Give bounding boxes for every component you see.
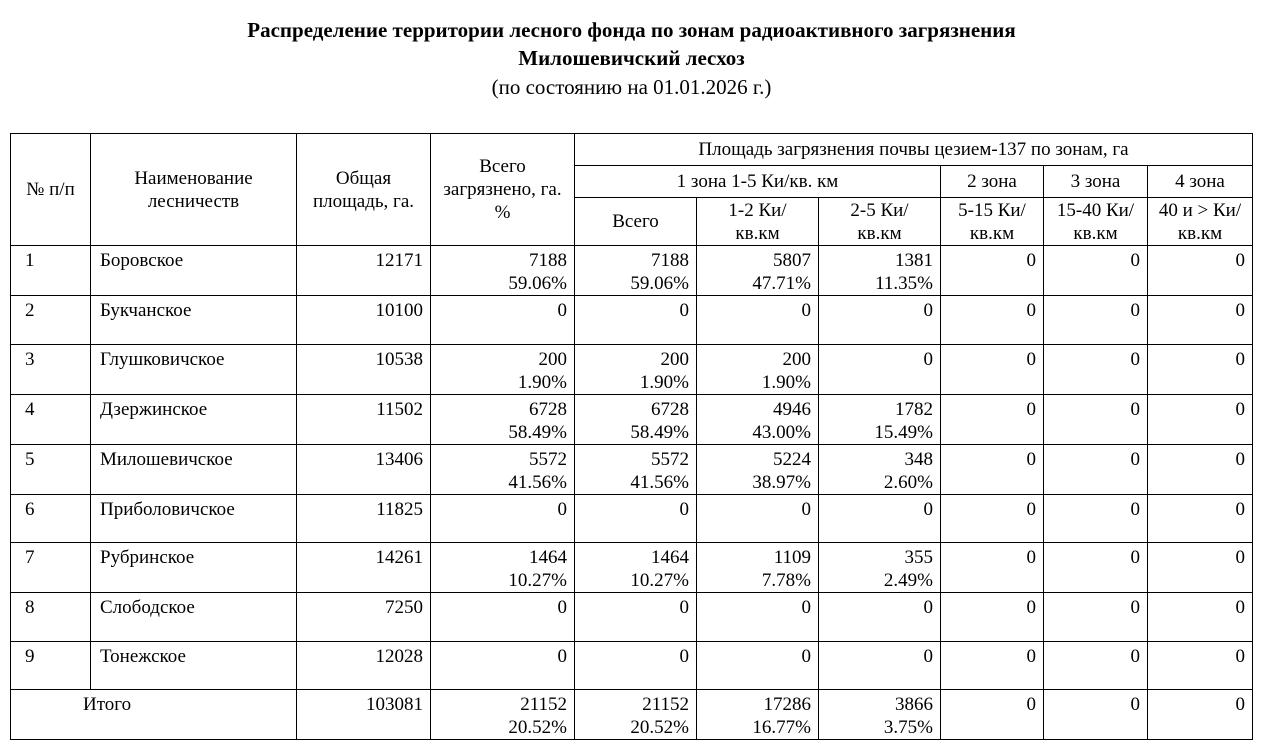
- header-zone3-range: [1044, 198, 1148, 246]
- cell-total: [431, 641, 575, 690]
- cell-zone2: 0: [941, 593, 1044, 642]
- cell-zone1-1-2: [697, 641, 819, 690]
- percent: 38.97%: [752, 471, 811, 493]
- cell-num: 1: [11, 246, 91, 296]
- cell-num: 8: [11, 593, 91, 642]
- value: 21152: [520, 694, 567, 716]
- cell-zone3: 0: [1044, 246, 1148, 296]
- cell-zone2: 0: [941, 641, 1044, 690]
- cell-zone3: 0: [1044, 394, 1148, 444]
- cell-area: 12028: [297, 641, 431, 690]
- cell-zone2: 0: [941, 344, 1044, 394]
- cell-num: 5: [11, 444, 91, 494]
- percent: 41.56%: [508, 471, 567, 493]
- value: 0: [923, 645, 933, 667]
- cell-zone1-2-5: [819, 394, 941, 444]
- cell-zone1-1-2: [697, 494, 819, 543]
- cell-zone3: 0: [1044, 641, 1148, 690]
- cell-zone4: 0: [1148, 344, 1253, 394]
- percent: 59.06%: [630, 273, 689, 294]
- percent: 10.27%: [508, 570, 567, 592]
- value: 7188: [529, 250, 567, 271]
- value: 17286: [763, 694, 811, 716]
- percent: 2.49%: [883, 570, 933, 592]
- cell-zone1-2-5: [819, 690, 941, 740]
- value: 0: [923, 348, 933, 370]
- cell-zone1-2-5: [819, 246, 941, 296]
- cell-zone1-1-2: [697, 344, 819, 394]
- cell-zone1-1-2: [697, 296, 819, 345]
- value: 0: [557, 300, 567, 321]
- cell-total: [431, 394, 575, 444]
- cell-zone4: 0: [1148, 394, 1253, 444]
- cell-area: 11825: [297, 494, 431, 543]
- value: 5807: [773, 250, 811, 271]
- value: 0: [557, 597, 567, 619]
- value: 0: [679, 597, 689, 619]
- cell-zone3: 0: [1044, 444, 1148, 494]
- cell-zone4: 0: [1148, 641, 1253, 690]
- value: 5572: [529, 448, 567, 470]
- percent: 20.52%: [630, 717, 689, 739]
- cell-zone1-1-2: [697, 593, 819, 642]
- contamination-table: [10, 133, 1253, 740]
- cell-zone3: 0: [1044, 344, 1148, 394]
- value: 1381: [895, 250, 933, 271]
- percent: 1.90%: [639, 371, 689, 393]
- cell-area: 103081: [297, 690, 431, 740]
- cell-area: 10100: [297, 296, 431, 345]
- cell-zone4: 0: [1148, 494, 1253, 543]
- percent: 15.49%: [874, 421, 933, 443]
- cell-zone2: 0: [941, 296, 1044, 345]
- total-row: [11, 690, 1253, 740]
- percent: 59.06%: [508, 273, 567, 294]
- cell-zone3: 0: [1044, 543, 1148, 593]
- header-zone1-total: Всего: [575, 198, 697, 246]
- table-row: [11, 593, 1253, 642]
- cell-area: 14261: [297, 543, 431, 593]
- cell-zone1-total: [575, 394, 697, 444]
- value: 200: [538, 348, 567, 370]
- percent: 1.90%: [761, 371, 811, 393]
- header-zone1-1-2-text: 1-2 Ки/кв.км: [728, 199, 787, 244]
- value: 1782: [895, 398, 933, 420]
- header-zone3: 3 зона: [1044, 166, 1148, 198]
- header-zone1: 1 зона 1-5 Ки/кв. км: [575, 166, 941, 198]
- table-header: [11, 134, 1253, 246]
- cell-zone3: 0: [1044, 690, 1148, 740]
- header-num: № п/п: [11, 134, 91, 246]
- table-row: [11, 344, 1253, 394]
- header-contaminated-text: Всего загрязнено, га. %: [443, 156, 562, 223]
- header-zone1-2-5: [819, 198, 941, 246]
- cell-total: [431, 494, 575, 543]
- cell-name: Букчанское: [91, 296, 297, 345]
- cell-zone1-2-5: [819, 344, 941, 394]
- cell-zone1-1-2: [697, 543, 819, 593]
- percent: 20.52%: [508, 717, 567, 739]
- cell-name: Милошевичское: [91, 444, 297, 494]
- cell-total: [431, 690, 575, 740]
- percent: 43.00%: [752, 421, 811, 443]
- value: 0: [557, 645, 567, 667]
- value: 1464: [529, 547, 567, 569]
- cell-total: [431, 543, 575, 593]
- cell-zone1-1-2: [697, 394, 819, 444]
- percent: 47.71%: [752, 273, 811, 294]
- cell-zone4: 0: [1148, 444, 1253, 494]
- cell-zone4: 0: [1148, 543, 1253, 593]
- value: 0: [801, 597, 811, 619]
- header-area: [297, 134, 431, 246]
- cell-zone1-1-2: [697, 444, 819, 494]
- header-name: [91, 134, 297, 246]
- percent: 58.49%: [630, 421, 689, 443]
- header-zone4-range: [1148, 198, 1253, 246]
- cell-total: [431, 593, 575, 642]
- value: 0: [679, 300, 689, 321]
- table-row: [11, 246, 1253, 296]
- value: 5224: [773, 448, 811, 470]
- value: 1109: [773, 547, 811, 569]
- cell-zone1-total: [575, 543, 697, 593]
- cell-name: Глушковичское: [91, 344, 297, 394]
- date-line: (по состоянию на 01.01.2026 г.): [491, 75, 772, 99]
- cell-zone2: 0: [941, 444, 1044, 494]
- total-label: Итого: [11, 690, 297, 740]
- table-body: [11, 246, 1253, 740]
- cell-zone1-total: [575, 246, 697, 296]
- percent: 2.60%: [883, 471, 933, 493]
- value: 0: [923, 300, 933, 321]
- cell-num: 3: [11, 344, 91, 394]
- table-row: [11, 296, 1253, 345]
- header-area-text: Общая площадь, га.: [312, 167, 415, 212]
- table-row: [11, 394, 1253, 444]
- cell-zone1-2-5: [819, 296, 941, 345]
- cell-zone1-1-2: [697, 246, 819, 296]
- cell-zone1-2-5: [819, 494, 941, 543]
- header-zone1-2-5-text: 2-5 Ки/кв.км: [850, 199, 909, 244]
- cell-zone2: 0: [941, 394, 1044, 444]
- header-zone3-range-text: 15-40 Ки/кв.км: [1056, 199, 1135, 244]
- value: 3866: [895, 694, 933, 716]
- value: 355: [904, 547, 933, 569]
- table-row: [11, 641, 1253, 690]
- value: 1464: [651, 547, 689, 569]
- header-zone1-1-2: [697, 198, 819, 246]
- cell-area: 12171: [297, 246, 431, 296]
- cell-zone1-2-5: [819, 641, 941, 690]
- percent: 1.90%: [517, 371, 567, 393]
- cell-zone3: 0: [1044, 296, 1148, 345]
- cell-zone2: 0: [941, 543, 1044, 593]
- cell-zone1-total: [575, 641, 697, 690]
- percent: 58.49%: [508, 421, 567, 443]
- cell-zone1-total: [575, 296, 697, 345]
- cell-zone2: 0: [941, 246, 1044, 296]
- cell-num: 6: [11, 494, 91, 543]
- value: 0: [679, 498, 689, 520]
- cell-area: 11502: [297, 394, 431, 444]
- percent: 10.27%: [630, 570, 689, 592]
- header-soil-zones: Площадь загрязнения почвы цезием-137 по зонам, га: [575, 134, 1253, 166]
- cell-zone1-total: [575, 444, 697, 494]
- cell-area: 10538: [297, 344, 431, 394]
- value: 0: [923, 498, 933, 520]
- cell-name: Боровское: [91, 246, 297, 296]
- cell-zone4: 0: [1148, 593, 1253, 642]
- value: 0: [801, 645, 811, 667]
- header-zone4: 4 зона: [1148, 166, 1253, 198]
- cell-zone2: 0: [941, 494, 1044, 543]
- percent: 11.35%: [875, 273, 933, 294]
- cell-name: Слободское: [91, 593, 297, 642]
- percent: 3.75%: [883, 717, 933, 739]
- cell-zone1-total: [575, 690, 697, 740]
- value: 200: [782, 348, 811, 370]
- cell-num: 7: [11, 543, 91, 593]
- cell-zone3: 0: [1044, 593, 1148, 642]
- cell-total: [431, 444, 575, 494]
- cell-num: 9: [11, 641, 91, 690]
- cell-zone1-2-5: [819, 593, 941, 642]
- cell-name: Рубринское: [91, 543, 297, 593]
- value: 0: [923, 597, 933, 619]
- header-zone4-range-text: 40 и > Ки/кв.км: [1158, 199, 1242, 244]
- cell-zone1-1-2: [697, 690, 819, 740]
- cell-zone1-total: [575, 344, 697, 394]
- value: 21152: [642, 694, 689, 716]
- cell-zone1-2-5: [819, 543, 941, 593]
- cell-zone1-2-5: [819, 444, 941, 494]
- percent: 16.77%: [752, 717, 811, 739]
- cell-area: 7250: [297, 593, 431, 642]
- header-zone2-range: [941, 198, 1044, 246]
- value: 4946: [773, 398, 811, 420]
- cell-area: 13406: [297, 444, 431, 494]
- cell-num: 4: [11, 394, 91, 444]
- cell-total: [431, 296, 575, 345]
- cell-zone3: 0: [1044, 494, 1148, 543]
- document-title: Распределение территории лесного фонда по зонам радиоактивного загрязнения: [247, 18, 1016, 42]
- header-contaminated: [431, 134, 575, 246]
- table-row: [11, 494, 1253, 543]
- cell-zone4: 0: [1148, 690, 1253, 740]
- value: 200: [660, 348, 689, 370]
- value: 5572: [651, 448, 689, 470]
- value: 0: [801, 498, 811, 520]
- cell-name: Дзержинское: [91, 394, 297, 444]
- cell-zone2: 0: [941, 690, 1044, 740]
- value: 0: [801, 300, 811, 321]
- header-zone2-range-text: 5-15 Ки/кв.км: [958, 199, 1026, 244]
- percent: 7.78%: [761, 570, 811, 592]
- value: 0: [679, 645, 689, 667]
- cell-name: Приболовичское: [91, 494, 297, 543]
- document-subtitle: Милошевичский лесхоз: [518, 46, 745, 70]
- cell-total: [431, 246, 575, 296]
- value: 0: [557, 498, 567, 520]
- percent: 41.56%: [630, 471, 689, 493]
- header-name-text: Наименование лесничеств: [134, 167, 253, 212]
- cell-num: 2: [11, 296, 91, 345]
- value: 348: [904, 448, 933, 470]
- cell-zone4: 0: [1148, 246, 1253, 296]
- cell-zone1-total: [575, 593, 697, 642]
- cell-zone4: 0: [1148, 296, 1253, 345]
- table-row: [11, 543, 1253, 593]
- cell-zone1-total: [575, 494, 697, 543]
- value: 6728: [651, 398, 689, 420]
- value: 7188: [651, 250, 689, 271]
- cell-total: [431, 344, 575, 394]
- header-zone2: 2 зона: [941, 166, 1044, 198]
- value: 6728: [529, 398, 567, 420]
- cell-name: Тонежское: [91, 641, 297, 690]
- table-row: [11, 444, 1253, 494]
